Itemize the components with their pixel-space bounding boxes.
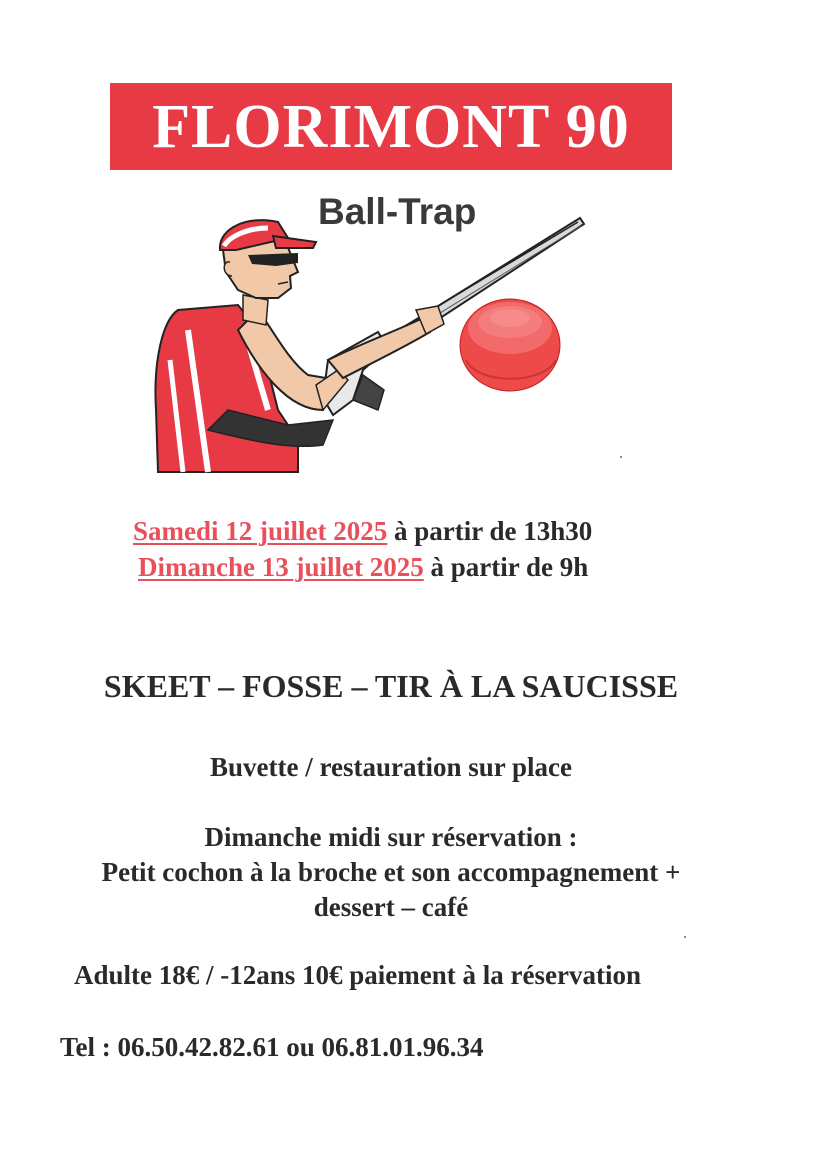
date-line-sunday: [138, 550, 588, 585]
saturday-date: Samedi 12 juillet 2025: [133, 516, 388, 546]
subtitle: Ball-Trap: [318, 191, 477, 232]
sunday-meal-heading: Dimanche midi sur réservation :: [204, 822, 578, 852]
page-title: FLORIMONT 90: [152, 92, 630, 161]
date-line-saturday: [133, 514, 592, 549]
sunday-meal-menu-line2: dessert – café: [313, 892, 469, 922]
title-banner: [110, 83, 672, 170]
sunday-date: Dimanche 13 juillet 2025: [138, 552, 424, 582]
prices: Adulte 18€ / -12ans 10€ paiement à la réservation: [74, 960, 641, 990]
shooter-figure: [155, 220, 444, 472]
disciplines: SKEET – FOSSE – TIR À LA SAUCISSE: [103, 668, 679, 704]
clay-target-icon: [460, 299, 560, 391]
buvette-info: Buvette / restauration sur place: [210, 752, 572, 782]
scan-speck: [684, 936, 686, 938]
sunday-meal-menu-line1: Petit cochon à la broche et son accompagnement +: [101, 857, 681, 887]
contact-phone: Tel : 06.50.42.82.61 ou 06.81.01.96.34: [60, 1032, 484, 1062]
clay-shooter-illustration: [148, 210, 618, 475]
scan-speck: [620, 456, 622, 458]
sunday-time: à partir de 9h: [423, 552, 589, 582]
saturday-time: à partir de 13h30: [387, 516, 593, 546]
